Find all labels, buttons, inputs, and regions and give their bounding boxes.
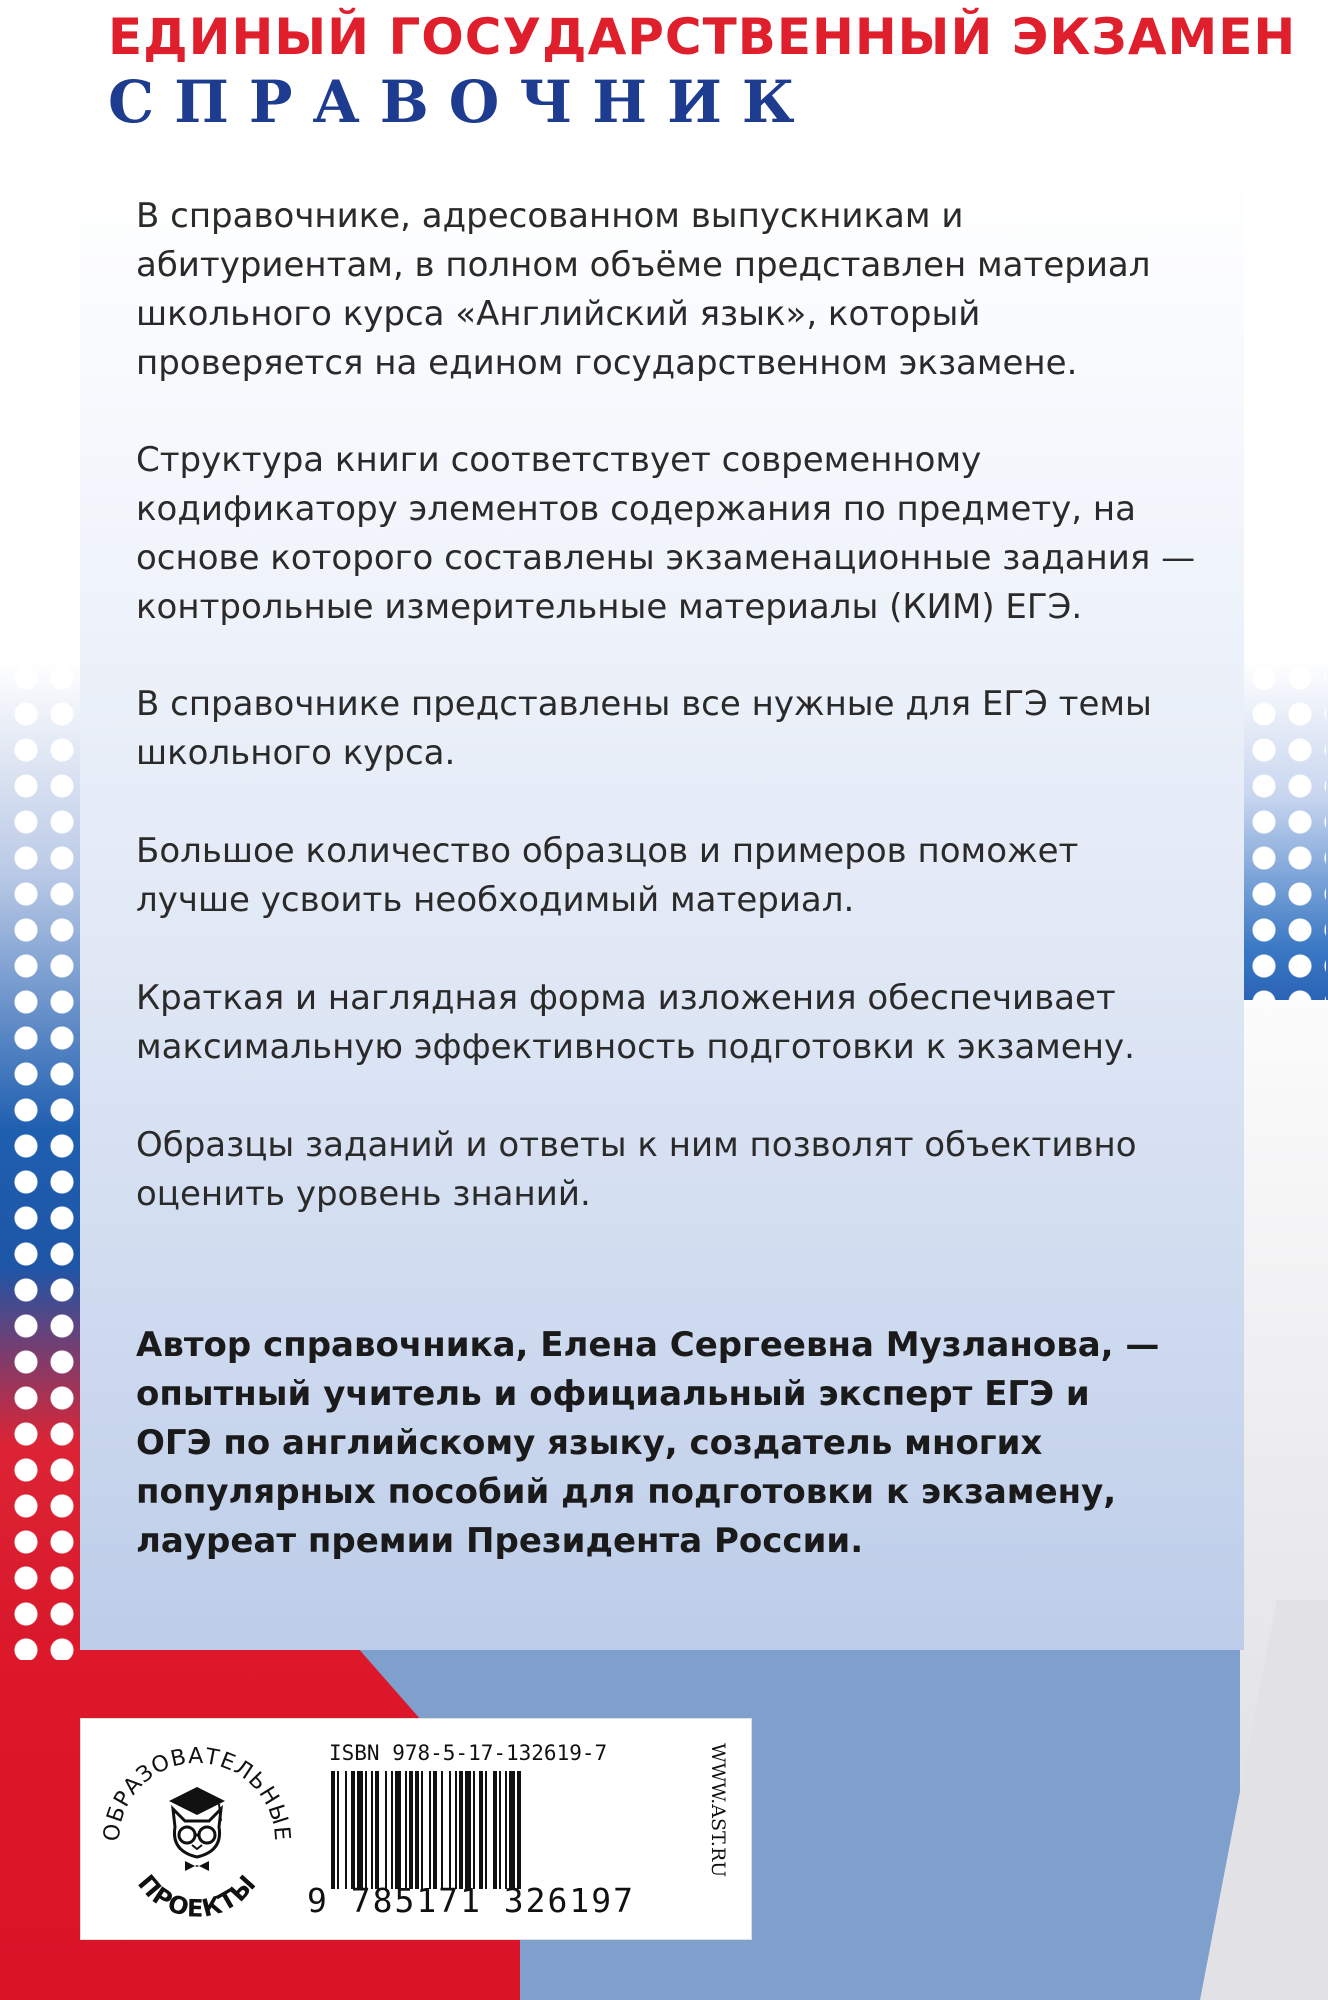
barcode-digits: 9 785171 326197 (307, 1881, 636, 1920)
description-paragraph-5: Краткая и наглядная форма изложения обеспечивает максимальную эффективность подготовки к экзамену. (136, 978, 1135, 1067)
exam-title: ЕДИНЫЙ ГОСУДАРСТВЕННЫЙ ЭКЗАМЕН (108, 8, 1297, 66)
description-paragraph-3: В справочнике представлены все нужные для ЕГЭ темы школьного курса. (136, 684, 1152, 773)
isbn-text: ISBN 978-5-17-132619-7 (329, 1741, 608, 1765)
description-paragraph-1: В справочнике, адресованном выпускникам и абитуриентам, в полном объёме представлен материал школьного курса «Английский язык», который проверяется на едином государственном экзамене. (136, 196, 1151, 383)
website-text: WWW.AST.RU (707, 1743, 729, 1878)
imprint-box (80, 1718, 752, 1940)
right-dot-pattern (1246, 660, 1326, 1000)
logo-text-bottom: ПРОЕКТЫ (132, 1869, 262, 1923)
description-paragraph-2: Структура книги соответствует современному кодификатору элементов содержания по предмету, на основе которого составлены экзаменационные задания — контрольные измерительные материалы (КИМ) ЕГЭ. (136, 440, 1196, 627)
logo-text-top: ОБРАЗОВАТЕЛЬНЫЕ (99, 1743, 295, 1843)
description-paragraph-6: Образцы заданий и ответы к ним позволят объективно оценить уровень знаний. (136, 1125, 1137, 1214)
description-paragraph-4: Большое количество образцов и примеров поможет лучше усвоить необходимый материал. (136, 831, 1079, 920)
barcode-icon (331, 1771, 671, 1889)
svg-text:ПРОЕКТЫ (132, 1869, 262, 1922)
series-title: СПРАВОЧНИК (108, 68, 815, 136)
publisher-logo-icon (97, 1729, 297, 1929)
left-dot-pattern (8, 660, 80, 1660)
author-note: Автор справочника, Елена Сергеевна Музланова, — опытный учитель и официальный эксперт ЕГЭ и ОГЭ по английскому языку, создатель многих популярных пособий для подготовки к экзамену, лауреат премии Президента России. (136, 1325, 1160, 1561)
